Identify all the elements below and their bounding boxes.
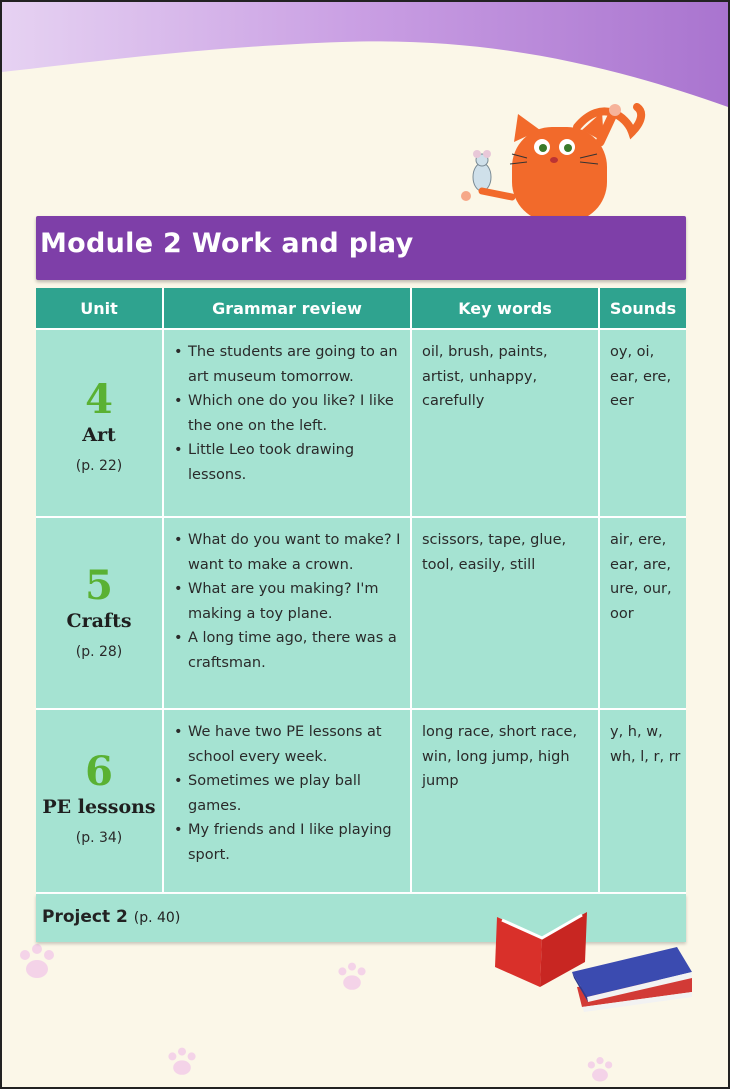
column-header-unit: Unit (36, 288, 162, 328)
grammar-item: • Which one do you like? I like the one on the left. (172, 389, 410, 438)
module-table (36, 288, 686, 942)
row-divider (36, 516, 686, 518)
unit-page: (p. 28) (75, 644, 123, 660)
grammar-cell (172, 340, 410, 487)
paw-print-icon (12, 937, 62, 987)
project-label: Project 2 (42, 907, 128, 927)
project-page: (p. 40) (133, 910, 181, 926)
paw-print-icon (332, 957, 372, 997)
sounds-cell: oy, oi, ear, ere, eer (610, 344, 672, 409)
column-header-key-words: Key words (412, 288, 598, 328)
unit-number: 6 (85, 748, 113, 795)
unit-cell (36, 378, 162, 474)
project-label-wrap (42, 907, 180, 927)
column-divider (598, 288, 600, 942)
book-stack-icon (492, 902, 702, 1032)
key-words-cell: long race, short race, win, long jump, high jump (422, 724, 578, 789)
column-divider (410, 288, 412, 942)
key-words-cell: scissors, tape, glue, tool, easily, still (422, 532, 567, 573)
paw-print-icon (162, 1042, 202, 1082)
grammar-cell (172, 528, 410, 675)
mouse-icon (461, 150, 512, 201)
unit-cell (36, 750, 162, 846)
key-words-cell: oil, brush, paints, artist, unhappy, carefully (422, 344, 548, 409)
sounds-cell: y, h, w, wh, l, r, rr (610, 724, 681, 765)
column-header-sounds: Sounds (600, 288, 686, 328)
unit-page: (p. 34) (75, 830, 123, 846)
grammar-item: • A long time ago, there was a craftsman. (172, 626, 410, 675)
unit-number: 4 (85, 376, 113, 423)
grammar-item: • The students are going to an art museum tomorrow. (172, 340, 410, 389)
grammar-item: • Sometimes we play ball games. (172, 769, 410, 818)
unit-name: Art (82, 424, 116, 446)
row-divider (36, 708, 686, 710)
unit-name: PE lessons (42, 796, 156, 818)
paw-print-icon (582, 1052, 618, 1088)
unit-cell (36, 564, 162, 660)
column-header-grammar: Grammar review (164, 288, 410, 328)
grammar-item: • We have two PE lessons at school every week. (172, 720, 410, 769)
unit-page: (p. 22) (75, 458, 123, 474)
module-title: Module 2 Work and play (40, 228, 414, 259)
orange-cat-icon (452, 102, 652, 222)
grammar-item: • My friends and I like playing sport. (172, 818, 410, 867)
grammar-cell (172, 720, 410, 867)
unit-number: 5 (85, 562, 113, 609)
unit-name: Crafts (66, 610, 132, 632)
grammar-item: • What do you want to make? I want to make a crown. (172, 528, 410, 577)
grammar-item: • Little Leo took drawing lessons. (172, 438, 410, 487)
grammar-item: • What are you making? I'm making a toy plane. (172, 577, 410, 626)
sounds-cell: air, ere, ear, are, ure, our, oor (610, 532, 672, 622)
column-divider (162, 288, 164, 942)
top-wave-decoration (2, 2, 728, 112)
row-divider (36, 328, 686, 330)
